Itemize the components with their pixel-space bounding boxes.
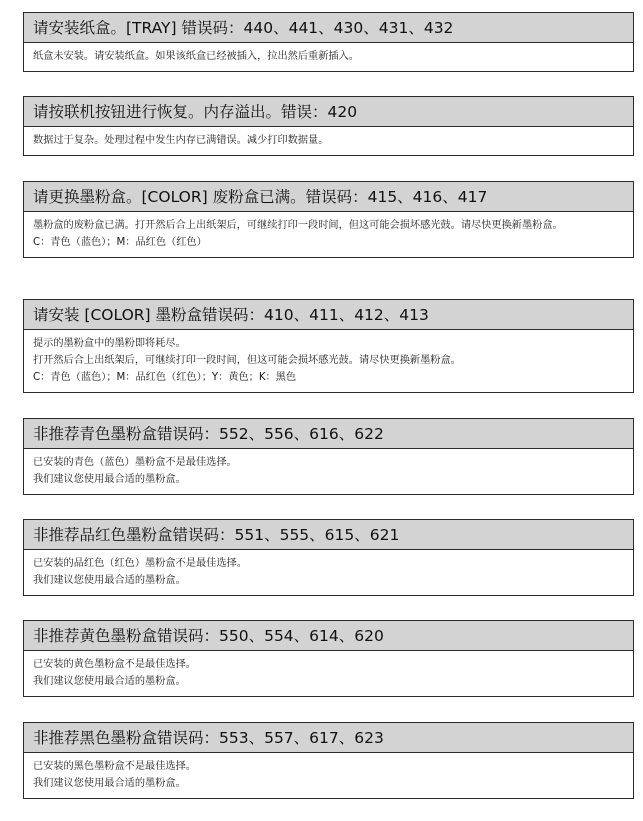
description-line: 我们建议您使用最合适的墨粉盒。 xyxy=(33,474,186,485)
description-line: 已安装的青色（蓝色）墨粉盒不是最佳选择。 xyxy=(33,457,237,468)
description-line: 我们建议您使用最合适的墨粉盒。 xyxy=(33,778,186,789)
error-entry-install-toner xyxy=(23,299,634,393)
description-line: 打开然后合上出纸架后，可继续打印一段时间，但这可能会损坏感光鼓。请尽快更换新墨粉盒。 xyxy=(33,355,461,366)
description-line: 我们建议您使用最合适的墨粉盒。 xyxy=(33,575,186,586)
description-line: 纸盒未安装。请安装纸盒。如果该纸盒已经被插入，拉出然后重新插入。 xyxy=(33,51,359,62)
error-title: 请安装 [COLOR] 墨粉盒错误码：410、411、412、413 xyxy=(24,300,633,330)
error-entry-install-tray xyxy=(23,12,634,72)
description-line: 提示的墨粉盒中的墨粉即将耗尽。 xyxy=(33,338,186,349)
description-line: C：青色（蓝色）；M：品红色（红色）；Y：黄色；K：黑色 xyxy=(33,372,297,383)
error-entry-non-recommended-black xyxy=(23,722,634,799)
error-description xyxy=(24,550,633,595)
description-line: 已安装的黄色墨粉盒不是最佳选择。 xyxy=(33,659,196,670)
error-title: 非推荐青色墨粉盒错误码：552、556、616、622 xyxy=(24,419,633,449)
error-title: 请安装纸盒。[TRAY] 错误码：440、441、430、431、432 xyxy=(24,13,633,43)
description-line: C：青色（蓝色）；M：品红色（红色） xyxy=(33,237,207,248)
error-title: 请更换墨粉盒。[COLOR] 废粉盒已满。错误码：415、416、417 xyxy=(24,182,633,212)
error-description xyxy=(24,330,633,392)
error-description xyxy=(24,651,633,696)
error-title: 非推荐品红色墨粉盒错误码：551、555、615、621 xyxy=(24,520,633,550)
error-entry-waste-toner-full xyxy=(23,181,634,258)
error-description xyxy=(24,449,633,494)
description-line: 我们建议您使用最合适的墨粉盒。 xyxy=(33,676,186,687)
error-title: 非推荐黑色墨粉盒错误码：553、557、617、623 xyxy=(24,723,633,753)
error-description xyxy=(24,212,633,257)
error-entry-non-recommended-magenta xyxy=(23,519,634,596)
description-line: 已安装的黑色墨粉盒不是最佳选择。 xyxy=(33,761,196,772)
error-entry-non-recommended-yellow xyxy=(23,620,634,697)
error-entry-non-recommended-cyan xyxy=(23,418,634,495)
description-line: 数据过于复杂。处理过程中发生内存已满错误。减少打印数据量。 xyxy=(33,135,329,146)
error-description xyxy=(24,753,633,798)
description-line: 已安装的品红色（红色）墨粉盒不是最佳选择。 xyxy=(33,558,247,569)
error-description xyxy=(24,127,633,155)
error-entry-memory-overflow xyxy=(23,96,634,156)
error-title: 非推荐黄色墨粉盒错误码：550、554、614、620 xyxy=(24,621,633,651)
error-description xyxy=(24,43,633,71)
description-line: 墨粉盒的废粉盒已满。打开然后合上出纸架后，可继续打印一段时间，但这可能会损坏感光鼓。请尽快更换新墨粉盒。 xyxy=(33,220,563,231)
error-title: 请按联机按钮进行恢复。内存溢出。错误：420 xyxy=(24,97,633,127)
